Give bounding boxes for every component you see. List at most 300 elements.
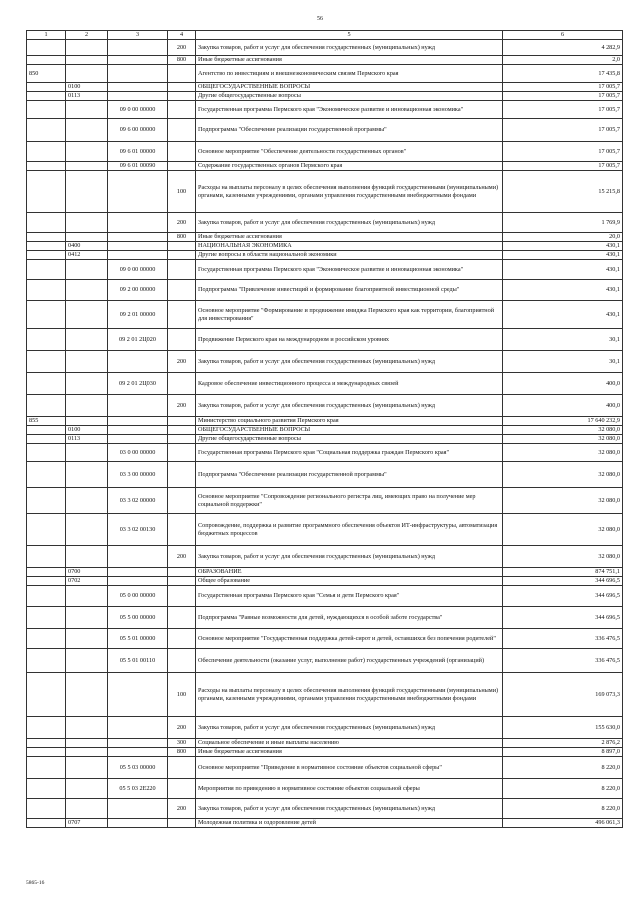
section-code-cell	[66, 40, 108, 56]
section-code-cell: 0400	[66, 242, 108, 251]
amount-cell: 32 080,0	[503, 444, 623, 462]
expense-type-cell: 200	[168, 351, 196, 373]
item-name-cell: Расходы на выплаты персоналу в целях обеспечения выполнения функций государственными (муниципальными) органами, казенными учреждениями, органами управления государственными внебюджетными фондами	[196, 171, 503, 213]
amount-cell: 17 640 232,9	[503, 417, 623, 426]
target-article-cell: 09 2 00 00000	[108, 280, 168, 301]
item-name-cell: НАЦИОНАЛЬНАЯ ЭКОНОМИКА	[196, 242, 503, 251]
target-article-cell	[108, 739, 168, 748]
amount-cell: 155 630,0	[503, 717, 623, 739]
amount-cell: 17 005,7	[503, 119, 623, 142]
expense-type-cell	[168, 514, 196, 546]
department-code-cell	[27, 739, 66, 748]
table-row	[27, 213, 623, 233]
table-row	[27, 739, 623, 748]
amount-cell: 8 220,0	[503, 779, 623, 799]
department-code-cell	[27, 329, 66, 351]
department-code-cell	[27, 819, 66, 828]
department-code-cell	[27, 748, 66, 757]
target-article-cell	[108, 577, 168, 586]
table-row	[27, 92, 623, 101]
table-row	[27, 351, 623, 373]
table-row	[27, 748, 623, 757]
expense-type-cell	[168, 462, 196, 488]
table-row	[27, 586, 623, 607]
amount-cell: 32 080,0	[503, 488, 623, 514]
table-row	[27, 329, 623, 351]
expense-type-cell	[168, 435, 196, 444]
table-row	[27, 260, 623, 280]
target-article-cell: 09 2 01 2Ц020	[108, 329, 168, 351]
table-row	[27, 444, 623, 462]
amount-cell: 430,1	[503, 301, 623, 329]
item-name-cell: Иные бюджетные ассигнования	[196, 748, 503, 757]
target-article-cell: 05 5 01 00110	[108, 649, 168, 673]
table-row	[27, 101, 623, 119]
section-code-cell: 0100	[66, 83, 108, 92]
item-name-cell: Государственная программа Пермского края "Социальная поддержка граждан Пермского края"	[196, 444, 503, 462]
item-name-cell: Основное мероприятие "Сопровождение регионального регистра лиц, имеющих право на получение мер социальной поддержки"	[196, 488, 503, 514]
target-article-cell	[108, 213, 168, 233]
item-name-cell: Закупка товаров, работ и услуг для обеспечения государственных (муниципальных) нужд	[196, 546, 503, 568]
table-row	[27, 799, 623, 819]
footer-code: 5865-16	[26, 880, 45, 886]
table-row	[27, 395, 623, 417]
table-row	[27, 171, 623, 213]
amount-cell: 32 080,0	[503, 435, 623, 444]
department-code-cell	[27, 435, 66, 444]
target-article-cell	[108, 351, 168, 373]
table-row	[27, 233, 623, 242]
table-row	[27, 717, 623, 739]
table-row	[27, 40, 623, 56]
item-name-cell: Агентство по инвестициям и внешнеэкономическим связям Пермского края	[196, 65, 503, 83]
table-row	[27, 373, 623, 395]
item-name-cell: Другие общегосударственные вопросы	[196, 92, 503, 101]
item-name-cell: Другие общегосударственные вопросы	[196, 435, 503, 444]
target-article-cell	[108, 799, 168, 819]
target-article-cell	[108, 819, 168, 828]
expense-type-cell: 200	[168, 213, 196, 233]
amount-cell: 17 005,7	[503, 83, 623, 92]
table-row	[27, 142, 623, 162]
section-code-cell	[66, 162, 108, 171]
department-code-cell	[27, 373, 66, 395]
item-name-cell: ОБЩЕГОСУДАРСТВЕННЫЕ ВОПРОСЫ	[196, 426, 503, 435]
item-name-cell: Закупка товаров, работ и услуг для обеспечения государственных (муниципальных) нужд	[196, 395, 503, 417]
department-code-cell	[27, 673, 66, 717]
item-name-cell: Подпрограмма "Обеспечение реализации государственной программы"	[196, 119, 503, 142]
expense-type-cell	[168, 280, 196, 301]
department-code-cell	[27, 717, 66, 739]
table-row	[27, 819, 623, 828]
department-code-cell	[27, 586, 66, 607]
target-article-cell	[108, 56, 168, 65]
expense-type-cell	[168, 417, 196, 426]
table-row	[27, 488, 623, 514]
expense-type-cell: 200	[168, 546, 196, 568]
item-name-cell: Иные бюджетные ассигнования	[196, 233, 503, 242]
amount-cell: 17 435,8	[503, 65, 623, 83]
expense-type-cell	[168, 607, 196, 629]
item-name-cell: Закупка товаров, работ и услуг для обеспечения государственных (муниципальных) нужд	[196, 717, 503, 739]
item-name-cell: Кадровое обеспечение инвестиционного процесса и международных связей	[196, 373, 503, 395]
expense-type-cell	[168, 92, 196, 101]
item-name-cell: Основное мероприятие "Приведение в нормативное состояние объектов социальной сферы"	[196, 757, 503, 779]
target-article-cell: 09 6 01 00090	[108, 162, 168, 171]
target-article-cell	[108, 242, 168, 251]
section-code-cell	[66, 779, 108, 799]
department-code-cell	[27, 607, 66, 629]
department-code-cell	[27, 56, 66, 65]
column-header: 5	[196, 31, 503, 40]
expense-type-cell: 800	[168, 748, 196, 757]
target-article-cell	[108, 83, 168, 92]
item-name-cell: Социальное обеспечение и иные выплаты населению	[196, 739, 503, 748]
section-code-cell	[66, 119, 108, 142]
department-code-cell	[27, 444, 66, 462]
target-article-cell: 05 5 00 00000	[108, 607, 168, 629]
target-article-cell	[108, 233, 168, 242]
amount-cell: 496 061,3	[503, 819, 623, 828]
amount-cell: 430,1	[503, 260, 623, 280]
amount-cell: 17 005,7	[503, 101, 623, 119]
column-header: 4	[168, 31, 196, 40]
section-code-cell	[66, 673, 108, 717]
section-code-cell	[66, 329, 108, 351]
department-code-cell	[27, 171, 66, 213]
target-article-cell: 09 2 01 00000	[108, 301, 168, 329]
target-article-cell	[108, 251, 168, 260]
table-row	[27, 546, 623, 568]
target-article-cell: 03 3 00 00000	[108, 462, 168, 488]
target-article-cell: 05 5 03 00000	[108, 757, 168, 779]
item-name-cell: Подпрограмма "Привлечение инвестиций и формирование благоприятной инвестиционной среды"	[196, 280, 503, 301]
amount-cell: 4 282,9	[503, 40, 623, 56]
item-name-cell: Расходы на выплаты персоналу в целях обеспечения выполнения функций государственными (муниципальными) органами, казенными учреждениями, органами управления государственными внебюджетными фондами	[196, 673, 503, 717]
amount-cell: 32 080,0	[503, 462, 623, 488]
amount-cell: 15 215,8	[503, 171, 623, 213]
section-code-cell: 0100	[66, 426, 108, 435]
department-code-cell	[27, 83, 66, 92]
expense-type-cell	[168, 101, 196, 119]
section-code-cell	[66, 56, 108, 65]
table-body	[27, 40, 623, 828]
item-name-cell: Государственная программа Пермского края "Экономическое развитие и инновационная экономика"	[196, 260, 503, 280]
item-name-cell: Закупка товаров, работ и услуг для обеспечения государственных (муниципальных) нужд	[196, 213, 503, 233]
column-header: 6	[503, 31, 623, 40]
target-article-cell: 05 5 03 2Е220	[108, 779, 168, 799]
item-name-cell: Иные бюджетные ассигнования	[196, 56, 503, 65]
expense-type-cell	[168, 568, 196, 577]
section-code-cell	[66, 142, 108, 162]
target-article-cell	[108, 568, 168, 577]
expense-type-cell	[168, 779, 196, 799]
expense-type-cell	[168, 577, 196, 586]
department-code-cell	[27, 251, 66, 260]
target-article-cell: 03 3 02 00130	[108, 514, 168, 546]
amount-cell: 344 696,5	[503, 577, 623, 586]
item-name-cell: Общее образование	[196, 577, 503, 586]
item-name-cell: Содержание государственных органов Пермского края	[196, 162, 503, 171]
department-code-cell	[27, 162, 66, 171]
section-code-cell	[66, 629, 108, 649]
section-code-cell	[66, 444, 108, 462]
expense-type-cell	[168, 142, 196, 162]
amount-cell: 30,1	[503, 329, 623, 351]
amount-cell: 17 005,7	[503, 162, 623, 171]
section-code-cell	[66, 748, 108, 757]
department-code-cell	[27, 301, 66, 329]
section-code-cell	[66, 260, 108, 280]
expense-type-cell	[168, 251, 196, 260]
item-name-cell: ОБЩЕГОСУДАРСТВЕННЫЕ ВОПРОСЫ	[196, 83, 503, 92]
expense-type-cell: 300	[168, 739, 196, 748]
amount-cell: 430,1	[503, 242, 623, 251]
expense-type-cell: 200	[168, 40, 196, 56]
section-code-cell	[66, 301, 108, 329]
department-code-cell	[27, 351, 66, 373]
budget-table	[26, 30, 623, 828]
expense-type-cell: 200	[168, 395, 196, 417]
expense-type-cell: 200	[168, 799, 196, 819]
section-code-cell	[66, 607, 108, 629]
department-code-cell	[27, 280, 66, 301]
table-row	[27, 301, 623, 329]
column-header: 3	[108, 31, 168, 40]
table-row	[27, 426, 623, 435]
amount-cell: 8 220,0	[503, 757, 623, 779]
amount-cell: 400,0	[503, 395, 623, 417]
section-code-cell: 0113	[66, 435, 108, 444]
target-article-cell	[108, 417, 168, 426]
section-code-cell: 0707	[66, 819, 108, 828]
target-article-cell: 05 5 01 00000	[108, 629, 168, 649]
expense-type-cell	[168, 488, 196, 514]
section-code-cell	[66, 171, 108, 213]
department-code-cell	[27, 629, 66, 649]
amount-cell: 430,1	[503, 280, 623, 301]
expense-type-cell	[168, 65, 196, 83]
table-row	[27, 242, 623, 251]
expense-type-cell: 800	[168, 233, 196, 242]
item-name-cell: Основное мероприятие "Формирование и продвижение имиджа Пермского края как территории, благоприятной для инвестирования"	[196, 301, 503, 329]
section-code-cell	[66, 351, 108, 373]
section-code-cell: 0700	[66, 568, 108, 577]
section-code-cell	[66, 739, 108, 748]
item-name-cell: Министерство социального развития Пермского края	[196, 417, 503, 426]
table-row	[27, 514, 623, 546]
target-article-cell	[108, 395, 168, 417]
section-code-cell	[66, 514, 108, 546]
amount-cell: 336 476,5	[503, 649, 623, 673]
department-code-cell	[27, 546, 66, 568]
department-code-cell	[27, 92, 66, 101]
target-article-cell	[108, 748, 168, 757]
target-article-cell	[108, 673, 168, 717]
expense-type-cell	[168, 329, 196, 351]
target-article-cell: 09 2 01 2Ц030	[108, 373, 168, 395]
target-article-cell	[108, 435, 168, 444]
table-row	[27, 462, 623, 488]
amount-cell: 344 696,5	[503, 586, 623, 607]
expense-type-cell: 100	[168, 673, 196, 717]
amount-cell: 336 476,5	[503, 629, 623, 649]
item-name-cell: Обеспечение деятельности (оказание услуг, выполнение работ) государственных учреждений (организаций)	[196, 649, 503, 673]
section-code-cell: 0113	[66, 92, 108, 101]
table-row	[27, 757, 623, 779]
section-code-cell	[66, 799, 108, 819]
section-code-cell: 0412	[66, 251, 108, 260]
section-code-cell	[66, 101, 108, 119]
expense-type-cell	[168, 373, 196, 395]
department-code-cell	[27, 462, 66, 488]
column-header: 1	[27, 31, 66, 40]
table-row	[27, 649, 623, 673]
section-code-cell	[66, 546, 108, 568]
table-row	[27, 83, 623, 92]
item-name-cell: Государственная программа Пермского края "Семья и дети Пермского края"	[196, 586, 503, 607]
page-number: 56	[317, 16, 323, 22]
department-code-cell	[27, 779, 66, 799]
expense-type-cell	[168, 819, 196, 828]
table-row	[27, 162, 623, 171]
amount-cell: 30,1	[503, 351, 623, 373]
department-code-cell	[27, 242, 66, 251]
section-code-cell	[66, 488, 108, 514]
department-code-cell	[27, 577, 66, 586]
section-code-cell	[66, 586, 108, 607]
item-name-cell: Подпрограмма "Обеспечение реализации государственной программы"	[196, 462, 503, 488]
expense-type-cell: 800	[168, 56, 196, 65]
target-article-cell: 09 6 01 00000	[108, 142, 168, 162]
expense-type-cell	[168, 162, 196, 171]
target-article-cell: 03 0 00 00000	[108, 444, 168, 462]
amount-cell: 344 696,5	[503, 607, 623, 629]
target-article-cell	[108, 426, 168, 435]
amount-cell: 8 220,0	[503, 799, 623, 819]
expense-type-cell	[168, 301, 196, 329]
target-article-cell	[108, 717, 168, 739]
table-row	[27, 417, 623, 426]
column-header: 2	[66, 31, 108, 40]
table-row	[27, 65, 623, 83]
table-row	[27, 779, 623, 799]
expense-type-cell	[168, 83, 196, 92]
section-code-cell	[66, 395, 108, 417]
section-code-cell	[66, 213, 108, 233]
target-article-cell	[108, 92, 168, 101]
section-code-cell	[66, 65, 108, 83]
section-code-cell	[66, 462, 108, 488]
section-code-cell: 0702	[66, 577, 108, 586]
department-code-cell	[27, 649, 66, 673]
table-row	[27, 673, 623, 717]
section-code-cell	[66, 717, 108, 739]
department-code-cell	[27, 568, 66, 577]
department-code-cell: 855	[27, 417, 66, 426]
target-article-cell: 03 3 02 00000	[108, 488, 168, 514]
target-article-cell	[108, 40, 168, 56]
target-article-cell	[108, 171, 168, 213]
table-row	[27, 577, 623, 586]
department-code-cell	[27, 488, 66, 514]
item-name-cell: Закупка товаров, работ и услуг для обеспечения государственных (муниципальных) нужд	[196, 351, 503, 373]
amount-cell: 32 080,0	[503, 514, 623, 546]
expense-type-cell	[168, 757, 196, 779]
amount-cell: 20,0	[503, 233, 623, 242]
table-row	[27, 119, 623, 142]
section-code-cell	[66, 373, 108, 395]
item-name-cell: Государственная программа Пермского края "Экономическое развитие и инновационная экономика"	[196, 101, 503, 119]
section-code-cell	[66, 649, 108, 673]
table-row	[27, 56, 623, 65]
target-article-cell: 09 6 00 00000	[108, 119, 168, 142]
table-row	[27, 568, 623, 577]
amount-cell: 169 073,3	[503, 673, 623, 717]
department-code-cell	[27, 799, 66, 819]
item-name-cell: Молодежная политика и оздоровление детей	[196, 819, 503, 828]
section-code-cell	[66, 233, 108, 242]
department-code-cell	[27, 119, 66, 142]
table-row	[27, 435, 623, 444]
target-article-cell	[108, 546, 168, 568]
expense-type-cell	[168, 260, 196, 280]
department-code-cell	[27, 142, 66, 162]
item-name-cell: Закупка товаров, работ и услуг для обеспечения государственных (муниципальных) нужд	[196, 799, 503, 819]
department-code-cell	[27, 101, 66, 119]
expense-type-cell	[168, 629, 196, 649]
item-name-cell: Продвижение Пермского края на международном и российском уровнях	[196, 329, 503, 351]
expense-type-cell: 100	[168, 171, 196, 213]
section-code-cell	[66, 757, 108, 779]
amount-cell: 2 876,2	[503, 739, 623, 748]
expense-type-cell: 200	[168, 717, 196, 739]
expense-type-cell	[168, 119, 196, 142]
expense-type-cell	[168, 242, 196, 251]
department-code-cell	[27, 426, 66, 435]
table-row	[27, 629, 623, 649]
item-name-cell: Сопровождение, поддержка и развитие программного обеспечения объектов ИТ-инфраструктуры, автоматизация бюджетных процессов	[196, 514, 503, 546]
target-article-cell	[108, 65, 168, 83]
section-code-cell	[66, 417, 108, 426]
amount-cell: 400,0	[503, 373, 623, 395]
item-name-cell: Основное мероприятие "Государственная поддержка детей-сирот и детей, оставшихся без попечения родителей"	[196, 629, 503, 649]
table-row	[27, 607, 623, 629]
item-name-cell: Мероприятия по приведению в нормативное состояние объектов социальной сферы	[196, 779, 503, 799]
expense-type-cell	[168, 444, 196, 462]
expense-type-cell	[168, 426, 196, 435]
department-code-cell	[27, 757, 66, 779]
target-article-cell: 09 0 00 00000	[108, 260, 168, 280]
item-name-cell: ОБРАЗОВАНИЕ	[196, 568, 503, 577]
amount-cell: 2,0	[503, 56, 623, 65]
target-article-cell: 05 0 00 00000	[108, 586, 168, 607]
department-code-cell	[27, 395, 66, 417]
amount-cell: 8 897,0	[503, 748, 623, 757]
table-row	[27, 251, 623, 260]
amount-cell: 17 005,7	[503, 142, 623, 162]
amount-cell: 32 080,0	[503, 426, 623, 435]
amount-cell: 430,1	[503, 251, 623, 260]
department-code-cell	[27, 514, 66, 546]
item-name-cell: Закупка товаров, работ и услуг для обеспечения государственных (муниципальных) нужд	[196, 40, 503, 56]
item-name-cell: Другие вопросы в области национальной экономики	[196, 251, 503, 260]
expense-type-cell	[168, 586, 196, 607]
department-code-cell	[27, 233, 66, 242]
amount-cell: 1 769,9	[503, 213, 623, 233]
target-article-cell: 09 0 00 00000	[108, 101, 168, 119]
amount-cell: 32 080,0	[503, 546, 623, 568]
